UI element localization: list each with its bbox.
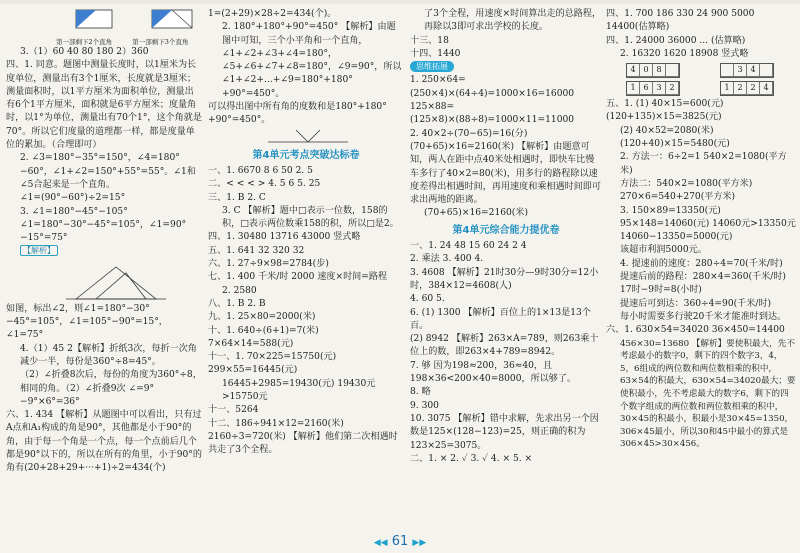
triangle-diagram-icon	[6, 259, 202, 303]
digit-cell[interactable]: 8	[653, 64, 666, 77]
answer-line: 3. 150×89=13350(元) 95×148=14060(元) 14060元>13350元	[620, 205, 796, 229]
answer-line: 提速后可到达：360÷4=90(千米/时)	[620, 298, 772, 309]
answer-line: 2. 方法一：6÷2=1 540×2=1080(平方米)	[620, 152, 787, 176]
answer-line: 8. 略	[410, 387, 431, 398]
fig-caption-left: 第一部剩下2个直角	[56, 38, 113, 46]
column-4	[606, 8, 796, 451]
answer-line: 3. C 【解析】题中□表示一位数，158的积，□表示两位数乘158的积，所以□是2。	[222, 205, 399, 230]
answer-line: (2) 8942 【解析】263×A=789，则263乘十位上的数，即263×4+789=8942。	[410, 334, 599, 358]
answer-line: 10. 3075 【解析】错中求解，先求出另一个因数是125×(128−123)=25，则正确的积为123×25=3075。	[410, 413, 599, 451]
digit-cell[interactable]	[666, 64, 679, 77]
answer-line: 四、1. 30480 13716 43000 竖式略	[208, 232, 361, 243]
answer-line: 十一、5264	[208, 405, 259, 416]
page-number	[0, 534, 800, 549]
digit-cell[interactable]: 1	[721, 82, 734, 95]
answer-line: 16445+2985=19430(元) 19430元>15750元	[222, 378, 376, 403]
answer-line: 4. 提速前的速度：280÷4=70(千米/时)	[620, 258, 783, 269]
answer-line: 456×30=13680 【解析】要使积最大，先不考虑最小的数字0，剩下的四个数字3，4，5，6组成的两位数和两位数相乘的积中，63×54的积最大，630×54=34020最大；要使积最小，先不考虑最大的数字6，剩下的四个数字组成的两位数和两位数相乘的积中，30×45的积最小，积最小是30×45=1350，306×45最小，所以30和45中最小的算式是306×45>30×456。	[620, 338, 796, 450]
digit-cell[interactable]: 4	[747, 64, 760, 77]
multiplication-grid	[720, 63, 774, 96]
grid-row	[720, 81, 774, 96]
column-1	[6, 8, 202, 476]
answer-line: 2. ∠3=180°−35°=150°，∠4=180°−60°，∠1+∠2=150°+55°=55°。∠1和∠5合起来是一个直角。	[20, 153, 196, 190]
digit-cell[interactable]	[760, 64, 773, 77]
answer-line: 六、1. 27÷9×98=2784(步)	[208, 259, 329, 270]
answer-line: 270×6=540+270(平方米)	[620, 192, 736, 203]
digit-cell[interactable]: 0	[640, 64, 653, 77]
vertical-multiplication	[606, 63, 796, 96]
grid-row	[626, 81, 680, 96]
top-edge	[0, 0, 800, 4]
prev-arrows-icon: ◀◀	[373, 538, 388, 548]
answer-line: 1=(2+29)×28÷2=434(个)。	[208, 9, 337, 19]
answer-line: 四、1. 24000 36000 ... (估算略)	[606, 35, 746, 46]
multiplication-grid	[626, 63, 680, 96]
digit-cell[interactable]: 3	[734, 64, 747, 77]
digit-cell[interactable]: 1	[627, 82, 640, 95]
answer-line: 14060−13350=5000(元)	[620, 232, 733, 243]
answer-line: 四、1. 同意。题图中测量长度时，以1厘米为长度单位，测量出有3个1厘米，长度就是3厘米；测量面积时，以1平方厘米为面积单位，测量出有6个1平方厘米，面积就是6平方厘米；度量角时，以1°为单位，测量出有70个1°，这个角就是70°。所以它们度量的道理都一样，都是度量单位的累加。（合理即可）	[6, 60, 202, 151]
column-3	[410, 8, 602, 466]
fig-caption-right: 第一部剩下3个直角	[132, 38, 189, 46]
section-title: 第4单元考点突破达标卷	[252, 149, 360, 161]
answer-line: 八、1. B 2. B	[208, 298, 266, 309]
answer-line: (2) 40×52=2080(米) (120+40)×15=5480(元)	[620, 125, 730, 150]
answer-line: 二、1. × 2. ✓ 3. ✓ 4. × 5. ×	[410, 453, 533, 464]
answer-line: 提速后前的路程：280×4=360(千米/时)	[620, 272, 786, 283]
answer-line: 4.（1）45 2【解析】折纸3次，每折一次角减少一半，每份是360°÷8=45°。	[20, 343, 197, 367]
answer-line: 4. 60 5.	[410, 294, 445, 305]
answer-line: 四、1. 700 186 330 24 900 5000 14400(估算略)	[606, 9, 755, 33]
answer-line: 方法二：540×2=1080(平方米)	[620, 178, 753, 189]
digit-cell[interactable]: 4	[627, 64, 640, 77]
answer-line: 2. 2580	[222, 285, 257, 296]
digit-cell[interactable]: 3	[653, 82, 666, 95]
digit-cell[interactable]: 2	[666, 82, 679, 95]
answer-line: 七、1. 400 千米/时 2000 速度×时间=路程	[208, 272, 388, 283]
answer-line: 9. 300	[410, 400, 439, 411]
answer-line: 该超市利润5000元。	[620, 245, 707, 256]
answer-line: ∠1=(90°−60°)÷2=15°	[20, 193, 126, 204]
digit-cell[interactable]	[721, 64, 734, 77]
ribbon-label: 思维拓展	[410, 61, 454, 72]
analysis-tag: 【解析】	[20, 245, 58, 256]
answer-line: 六、1. 434 【解析】从题图中可以看出，只有过A点和A₁构成的角是90°，其他都是小于90°的角，由于每一个角是一个点，每一个点前后几个都是90°以下的，所以在所有的角里，小于90°的角有(20+28+29+···+1)÷2=434(个)	[6, 410, 202, 474]
digit-cell[interactable]: 2	[734, 82, 747, 95]
grid-row	[626, 63, 680, 78]
answer-line: 7. 够 因为198≈200，36≈40，且198×36<200×40=8000，所以够了。	[410, 360, 577, 385]
figure-angle	[208, 128, 404, 146]
answer-line: 3.（1）60 40 80 180 2）360	[20, 47, 149, 57]
answer-line: 2. 40×2÷(70−65)=16(分) (70+65)×16=2160(米) 【解析】由题意可知，两人在距中点40米处相遇时，即快车比慢车多行了40×2=80(米)，用多行的路程除以速度差得出相遇时间，再用速度和乘相遇时间即可求出两地的距离。	[410, 128, 601, 206]
answer-line: 如图，标出∠2，则∠1=180°−30°−45°=105°，∠1=105°−90°=15°，∠1=75°	[6, 303, 168, 341]
grid-row	[720, 63, 774, 78]
section-title: 第4单元综合能力提优卷	[452, 224, 560, 236]
answer-line: 3. 4608 【解析】21时30分—9时30分=12小时，384×12=4608(人)	[410, 267, 599, 291]
answer-line: 十三、18	[410, 35, 449, 46]
answer-line: 17时−9时=8(小时)	[620, 285, 702, 296]
digit-cell[interactable]: 4	[760, 82, 773, 95]
answer-line: 二、< < < > 4. 5 6 5. 25	[208, 179, 321, 190]
answer-line: 了3个全程，用速度×时间算出走的总路程，再除以3即可求出学校的长度。	[424, 9, 602, 33]
rectangle-diagram-icon	[6, 8, 202, 38]
angle-diagram-icon	[208, 128, 404, 146]
answer-line: 一、1. 24 48 15 60 24 2 4	[410, 241, 527, 252]
figure-cut-rectangles	[6, 8, 202, 38]
answer-line: 一、1. 6670 8 6 50 2. 5	[208, 165, 313, 176]
digit-cell[interactable]: 6	[640, 82, 653, 95]
next-arrows-icon: ▶▶	[412, 538, 427, 548]
answer-line: (70+65)×16=2160(米)	[424, 208, 529, 219]
column-2	[208, 8, 404, 458]
answer-line: 六、1. 630×54=34020 36×450=14400	[606, 325, 785, 336]
answer-line: （2）∠折叠8次后，每份的角度为360°÷8，相同的角。（2）∠折叠9次 ∠=9°−9°×6°=36°	[20, 370, 202, 407]
answer-line: 6. (1) 1300 【解析】百位上的1×13是13个百。	[410, 307, 591, 331]
answer-line: ∠1=180°−30°−45°=105°，∠1=90°−15°=75°	[20, 219, 187, 244]
answer-line: 十二、186÷941×12=2160(米) 2160÷3=720(米) 【解析】他们第二次相遇时共走了3个全程。	[208, 418, 398, 456]
answer-line: 十一、1. 70×225=15750(元) 299×55=16445(元)	[208, 352, 337, 376]
figure-triangles	[6, 259, 202, 303]
answer-line: 2. 180°+180°+90°=450° 【解析】由题图中可知，三个小平角和一个直角，∠1+∠2+∠3+∠4=180°，∠5+∠6+∠7+∠8=180°，∠9=90°，所以∠1+∠2+...+∠9=180°+180°+90°=450°。	[222, 22, 402, 99]
answer-line: 三、1. B 2. C	[208, 192, 266, 203]
answer-line: 十、1. 640÷(6+1)=7(米) 7×64×14=588(元)	[208, 325, 319, 349]
answer-line: 五、1. (1) 40×15=600(元) (120+135)×15=3825(元)	[606, 99, 724, 123]
page-number-text: 61	[391, 534, 409, 549]
answer-line: 1. 250×64=(250×4)×(64÷4)=1000×16=16000 125×88=(125×8)×(88÷8)=1000×11=11000	[410, 75, 575, 126]
answer-line: 九、1. 25×80=2000(米)	[208, 312, 316, 323]
answer-line: 可以得出图中所有角的度数和是180°+180°+90°=450°。	[208, 102, 387, 126]
answer-line: 2. 16320 1620 18908 竖式略	[620, 48, 749, 59]
answer-line: 3. ∠1=180°−45°−105°	[20, 206, 128, 217]
answer-line: 2. 乘法 3. 400 4.	[410, 254, 484, 265]
answer-line: 五、1. 641 32 320 32	[208, 245, 305, 256]
answer-line: 每小时需要多行驶20千米才能准时到达。	[620, 311, 787, 322]
digit-cell[interactable]: 2	[747, 82, 760, 95]
answer-line: 十四、1440	[410, 48, 461, 59]
